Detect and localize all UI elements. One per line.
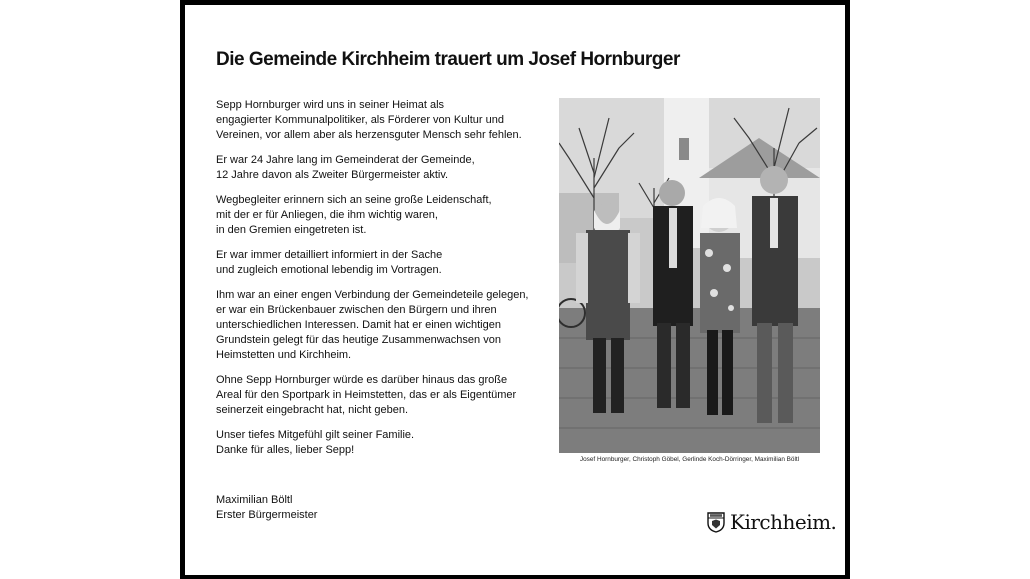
coat-of-arms-icon: [707, 512, 725, 533]
logo-wordmark: Kirchheim.: [730, 510, 837, 534]
text-line: engagierter Kommunalpolitiker, als Förderer von Kultur und: [216, 114, 504, 126]
paragraph: [216, 248, 546, 278]
text-line: Heimstetten und Kirchheim.: [216, 349, 352, 361]
signature-block: [216, 493, 317, 523]
text-line: Grundstein gelegt für das heutige Zusammenwachsen von: [216, 334, 501, 346]
text-line: Er war immer detailliert informiert in der Sache: [216, 249, 443, 261]
paragraph: [216, 288, 546, 363]
obituary-body: [216, 98, 546, 468]
paragraph: [216, 153, 546, 183]
obituary-frame: [180, 0, 850, 579]
text-line: mit der er für Anliegen, die ihm wichtig waren,: [216, 209, 438, 221]
text-line: Areal für den Sportpark in Heimstetten, das er als Eigentümer: [216, 389, 517, 401]
group-photo: [559, 98, 820, 453]
paragraph: [216, 373, 546, 418]
text-line: Vereinen, vor allem aber als herzensguter Mensch sehr fehlen.: [216, 129, 522, 141]
text-line: Sepp Hornburger wird uns in seiner Heimat als: [216, 99, 445, 111]
paragraph: [216, 428, 546, 458]
text-line: und zugleich emotional lebendig im Vortragen.: [216, 264, 442, 276]
text-line: Ihm war an einer engen Verbindung der Gemeindeteile gelegen,: [216, 289, 529, 301]
text-line: seinerzeit eingebracht hat, nicht geben.: [216, 404, 409, 416]
text-line: Ohne Sepp Hornburger würde es darüber hinaus das große: [216, 374, 508, 386]
text-line: in den Gremien eingetreten ist.: [216, 224, 367, 236]
text-line: Danke für alles, lieber Sepp!: [216, 444, 355, 456]
text-line: Er war 24 Jahre lang im Gemeinderat der Gemeinde,: [216, 154, 475, 166]
text-line: unterschiedlichen Interessen. Damit hat er einen wichtigen: [216, 319, 501, 331]
group-photo-illustration: [559, 98, 820, 453]
paragraph: [216, 193, 546, 238]
text-line: er war ein Brückenbauer zwischen den Bürgern und ihren: [216, 304, 497, 316]
kirchheim-logo: [707, 510, 836, 534]
paragraph: [216, 98, 546, 143]
text-line: 12 Jahre davon als Zweiter Bürgermeister aktiv.: [216, 169, 449, 181]
text-line: Wegbegleiter erinnern sich an seine große Leidenschaft,: [216, 194, 492, 206]
signatory-name: Maximilian Böltl: [216, 494, 293, 506]
signatory-role: Erster Bürgermeister: [216, 509, 318, 521]
photo-caption: Josef Hornburger, Christoph Göbel, Gerlinde Koch-Dörringer, Maximilian Böltl: [579, 456, 800, 463]
obituary-title: Die Gemeinde Kirchheim trauert um Josef Hornburger: [216, 49, 680, 70]
text-line: Unser tiefes Mitgefühl gilt seiner Familie.: [216, 429, 415, 441]
